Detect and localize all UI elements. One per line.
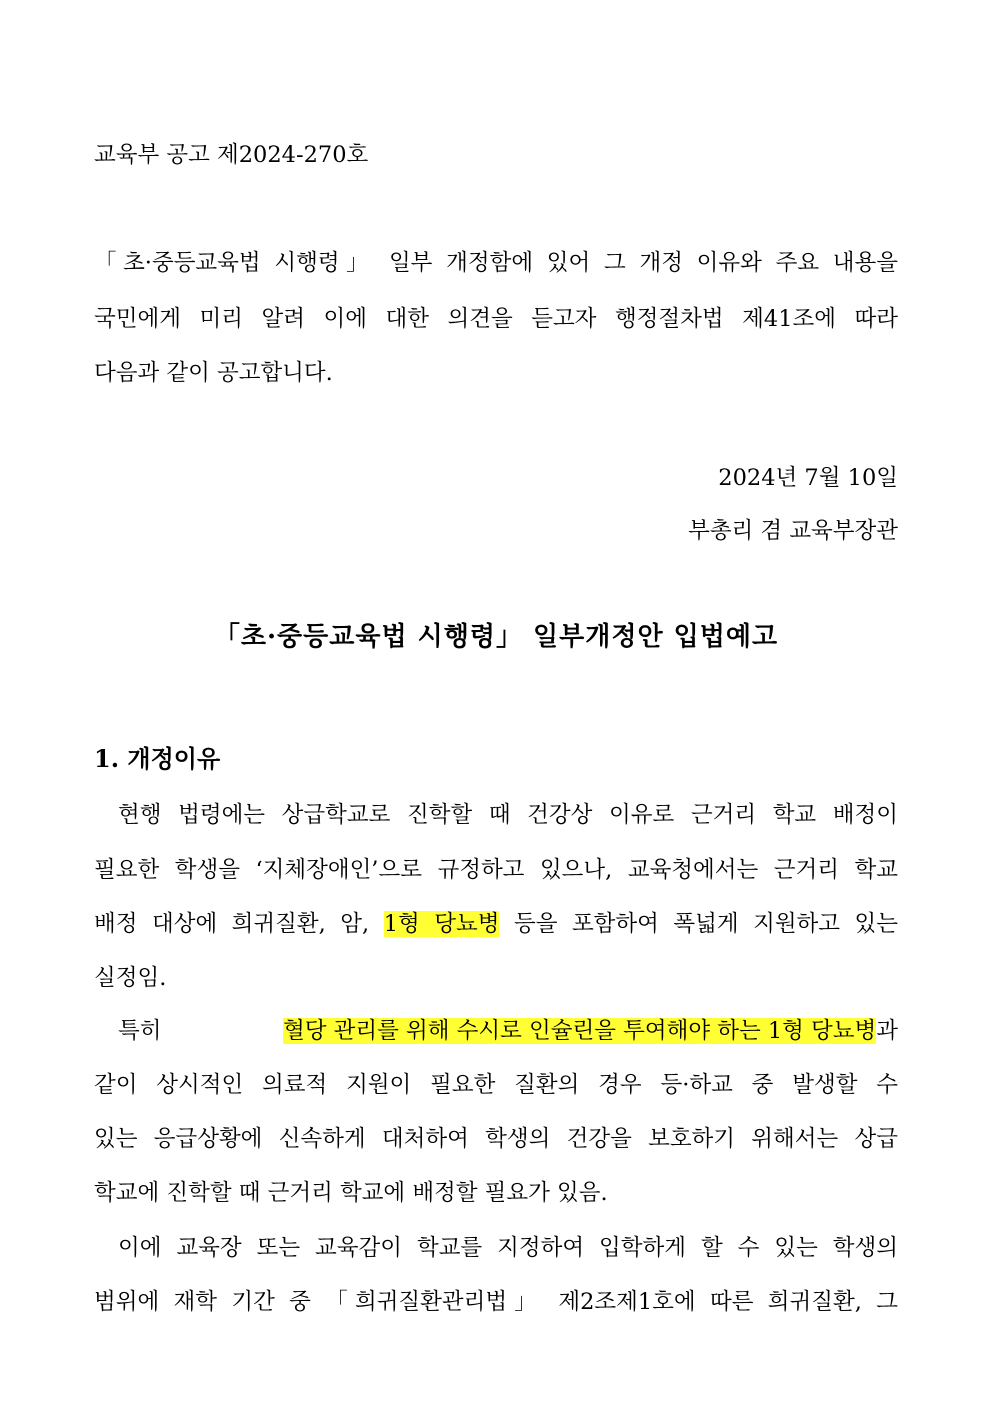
para2-line-1-rest <box>283 1016 898 1046</box>
para2-line-3: 있는 응급상황에 신속하게 대처하여 학생의 건강을 보호하기 위해서는 상급 <box>94 1126 898 1152</box>
para2-line-1-after: 과 <box>876 1018 898 1044</box>
intro-line-2: 국민에게 미리 알려 이에 대한 의견을 듣고자 행정절차법 제41조에 따라 <box>94 306 898 332</box>
para1-line-3-after: 등을 포함하여 폭넓게 지원하고 있는 <box>513 911 898 937</box>
para1-line-1: 현행 법령에는 상급학교로 진학할 때 건강상 이유로 근거리 학교 배정이 <box>118 802 898 828</box>
intro-line-1: 「초·중등교육법 시행령」 일부 개정함에 있어 그 개정 이유와 주요 내용을 <box>94 250 898 276</box>
highlight-type1-diabetes: 1형 당뇨병 <box>383 911 500 937</box>
intro-line-3: 다음과 같이 공고합니다. <box>94 360 333 386</box>
para2-line-1 <box>118 1016 898 1046</box>
para2-line-2: 같이 상시적인 의료적 지원이 필요한 질환의 경우 등·하교 중 발생할 수 <box>94 1072 898 1098</box>
notice-number: 교육부 공고 제2024-270호 <box>94 142 369 168</box>
notice-date: 2024년 7월 10일 <box>718 465 898 491</box>
highlight-insulin-phrase: 혈당 관리를 위해 수시로 인슐린을 투여해야 하는 1형 당뇨병 <box>283 1018 877 1044</box>
para2-line-4: 학교에 진학할 때 근거리 학교에 배정할 필요가 있음. <box>94 1180 608 1206</box>
para1-line-4: 실정임. <box>94 965 167 991</box>
para2-line-1-before: 특히 <box>118 1018 162 1044</box>
para1-line-3 <box>94 909 898 939</box>
section-heading: 1. 개정이유 <box>94 744 221 773</box>
para3-line-1: 이에 교육장 또는 교육감이 학교를 지정하여 입학하게 할 수 있는 학생의 <box>118 1235 898 1261</box>
para1-line-3-before: 배정 대상에 희귀질환, 암, <box>94 911 370 937</box>
document-title: 「초·중등교육법 시행령」 일부개정안 입법예고 <box>213 622 779 652</box>
para1-line-2: 필요한 학생을 ‘지체장애인’으로 규정하고 있으나, 교육청에서는 근거리 학교 <box>94 857 898 883</box>
para3-line-2: 범위에 재학 기간 중 「희귀질환관리법」 제2조제1호에 따른 희귀질환, 그 <box>94 1289 898 1315</box>
notice-issuer: 부총리 겸 교육부장관 <box>688 518 898 544</box>
